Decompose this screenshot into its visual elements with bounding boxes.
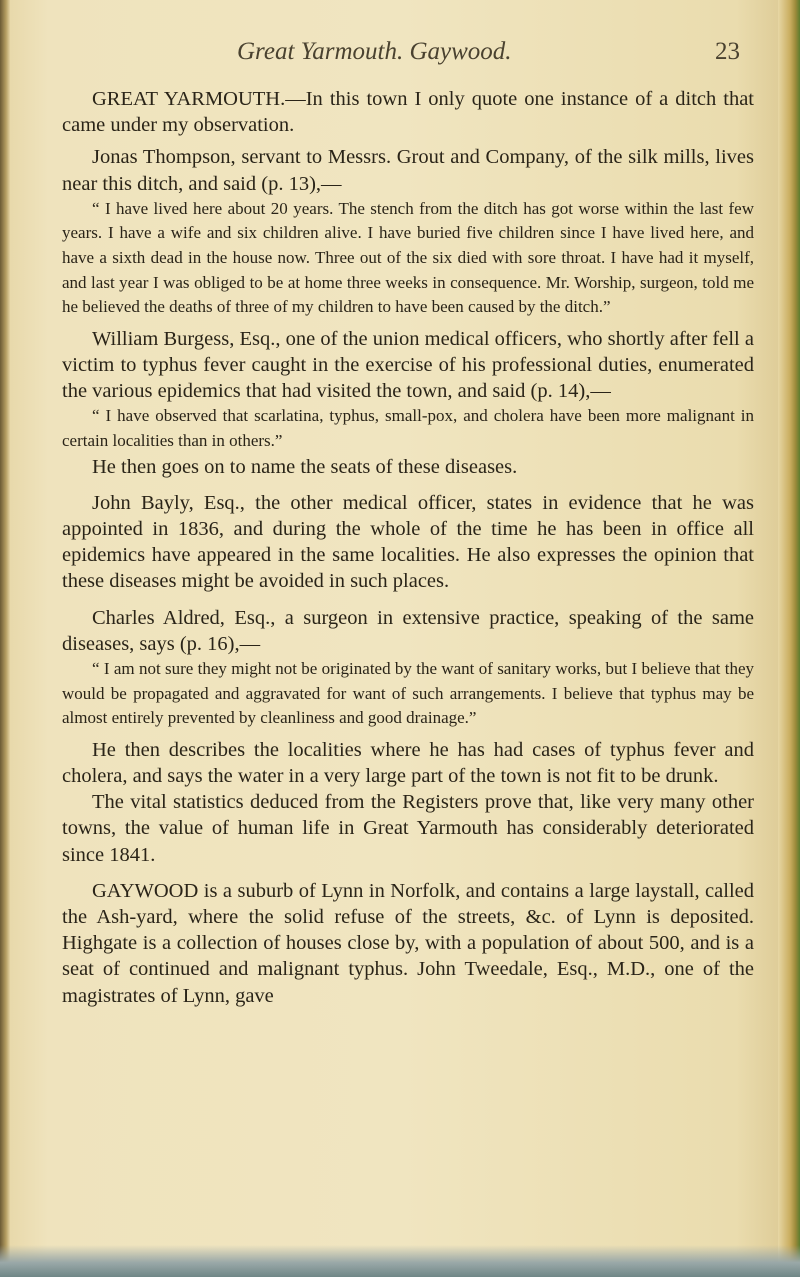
paragraph-great-yarmouth: GREAT YARMOUTH.—In this town I only quote one instance of a ditch that came under my observation. [62,88,754,137]
quote-jonas-thompson: “ I have lived here about 20 years. The stench from the ditch has got worse within the last few years. I have a wife and six children alive. I have buried five children since I have lived here, and have a sixth dead in the house now. Three out of the six died with sore throat. I have had it myself, and last year I was obliged to be at home three weeks in consequence. Mr. Worship, surgeon, told me he believed the deaths of three of my children to have been caused by the ditch.” [62,198,754,317]
page-right-edge [778,0,800,1277]
paragraph-seats-of-diseases: He then goes on to name the seats of these diseases. [92,455,518,478]
paragraph-localities: He then describes the localities where he has had cases of typhus fever and cholera, and says the water in a very large part of the town is not fit to be drunk. [62,738,754,787]
paragraph-john-bayly: John Bayly, Esq., the other medical officer, states in evidence that he was appointed in 1836, and during the whole of the time he has been in office all epidemics have appeared in the same localities. He also expresses the opinion that these diseases might be avoided in such places. [62,491,754,593]
paragraph-vital-statistics: The vital statistics deduced from the Registers prove that, like very many other towns, the value of human life in Great Yarmouth has considerably deteriorated since 1841. [62,791,754,866]
paragraph-jonas-thompson: Jonas Thompson, servant to Messrs. Grout and Company, of the silk mills, lives near this ditch, and said (p. 13),— [62,146,754,195]
body-text [62,86,754,1009]
quote-charles-aldred: “ I am not sure they might not be originated by the want of sanitary works, but I believe that they would be propagated and aggravated for want of such arrangements. I believe that typhus may be almost entirely prevented by cleanliness and good drainage.” [62,659,754,728]
page-left-edge [0,0,10,1277]
page-bottom-edge [0,1245,800,1277]
paragraph-william-burgess: William Burgess, Esq., one of the union medical officers, who shortly after fell a victim to typhus fever caught in the exercise of his professional duties, enumerated the various epidemics that had visited the town, and said (p. 14),— [62,327,754,403]
page-header [0,38,800,68]
paragraph-charles-aldred: Charles Aldred, Esq., a surgeon in extensive practice, speaking of the same diseases, says (p. 16),— [62,606,754,655]
running-title: Great Yarmouth. Gaywood. [237,38,512,65]
page-number: 23 [715,38,740,65]
quote-william-burgess: “ I have observed that scarlatina, typhus, small-pox, and cholera have been more malignant in certain localities than in others.” [62,406,754,450]
paragraph-gaywood: GAYWOOD is a suburb of Lynn in Norfolk, and contains a large laystall, called the Ash-yard, where the solid refuse of the streets, &c. of Lynn is deposited. Highgate is a collection of houses close by, with a population of about 500, and is a seat of continued and malignant typhus. John Tweedale, Esq., M.D., one of the magistrates of Lynn, gave [62,879,754,1007]
